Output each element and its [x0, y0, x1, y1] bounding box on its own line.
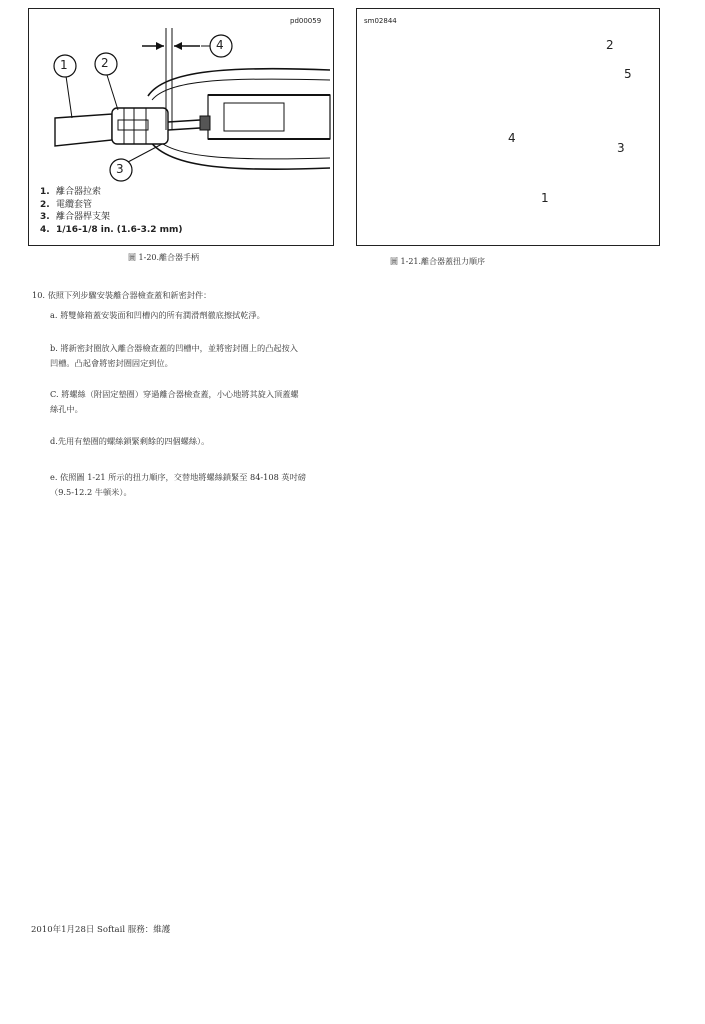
step-c: C. 將螺絲（附固定墊圈）穿過離合器檢查蓋，小心地將其旋入頂蓋螺 絲孔中。	[50, 389, 299, 414]
callout-3: 3	[116, 162, 124, 176]
step-a: a. 將雙條箱蓋安裝面和凹槽內的所有潤滑劑徹底擦拭乾淨。	[50, 310, 265, 320]
step-b: b. 將新密封圈放入離合器檢查蓋的凹槽中，並將密封圈上的凸起按入 凹槽。凸起會將密封圈固定到位。	[50, 343, 298, 368]
figure-1-21-code: sm02844	[364, 17, 397, 25]
page-footer: 2010年1月28日 Softail 服務：維護	[31, 925, 171, 935]
legend-item: 2. 電纜套管	[40, 199, 93, 210]
figure-1-20-code: pd00059	[290, 17, 322, 25]
callout-1: 1	[60, 58, 68, 72]
figure-1-21-caption: 圖 1-21.離合器蓋扭力順序	[390, 257, 486, 266]
step-e: e. 依照圖 1-21 所示的扭力順序，交替地將螺絲鎖緊至 84-108 英吋磅 （9.5-12.2 牛頓米）。	[50, 472, 306, 497]
step-heading: 10. 依照下列步驟安裝離合器檢查蓋和新密封件：	[32, 290, 212, 300]
legend-item: 4. 1/16-1/8 in. (1.6-3.2 mm)	[40, 224, 183, 235]
callout-r-4: 4	[508, 131, 516, 145]
callout-r-2: 2	[606, 38, 614, 52]
figure-1-20-caption: 圖 1-20.離合器手柄	[128, 253, 200, 262]
callout-2: 2	[101, 56, 109, 70]
legend-item: 1. 離合器拉索	[40, 187, 102, 197]
callout-r-1: 1	[541, 191, 549, 205]
callout-r-5: 5	[624, 67, 632, 81]
figure-1-21-frame	[356, 8, 660, 246]
callout-r-3: 3	[617, 141, 625, 155]
legend-item: 3. 離合器桿支架	[40, 212, 111, 222]
figure-1-20-legend	[40, 186, 183, 236]
step-d: d.先用有墊圈的螺絲鎖緊剩餘的四個螺絲）。	[50, 436, 210, 446]
callout-4: 4	[216, 38, 224, 52]
